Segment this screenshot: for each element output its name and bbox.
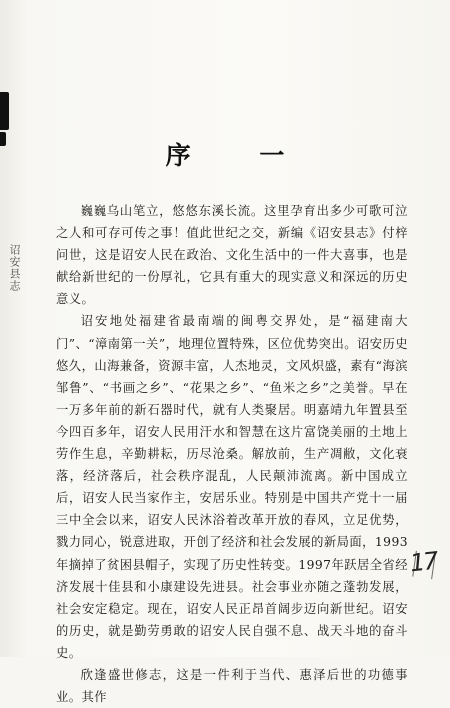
page-number: 17 bbox=[408, 546, 438, 578]
page-title: 序 一 bbox=[165, 141, 315, 170]
body-text bbox=[56, 200, 408, 708]
margin-handwritten-note: 诏安县志 bbox=[8, 244, 21, 292]
paragraph-3: 欣逢盛世修志，这是一件利于当代、惠泽后世的功德事业。其作 bbox=[56, 667, 408, 705]
binding-edge-mark bbox=[0, 92, 9, 130]
paragraph-1: 巍巍乌山笔立，悠悠东溪长流。这里孕育出多少可歌可泣之人和可存可传之事！值此世纪之交，新编《诏安县志》付梓问世，这是诏安人民在政治、文化生活中的一件大喜事，也是献给新世纪的一份厚礼，它具有重大的现实意义和深远的历史意义。 bbox=[56, 204, 408, 307]
paragraph-2: 诏安地处福建省最南端的闽粤交界处，是“福建南大门”、“漳南第一关”，地理位置特殊，区位优势突出。诏安历史悠久，山海兼备，资源丰富，人杰地灵，文风炽盛，素有“海滨邹鲁”、“书画之乡”、“花果之乡”、“鱼米之乡”之美誉。早在一万多年前的新石器时代，就有人类聚居。明嘉靖九年置县至今四百多年，诏安人民用汗水和智慧在这片富饶美丽的土地上劳作生息，辛勤耕耘，历尽沧桑。解放前，生产凋敝，文化衰落，经济落后，社会秩序混乱，人民颠沛流离。新中国成立后，诏安人民当家作主，安居乐业。特别是中国共产党十一届三中全会以来，诏安人民沐浴着改革开放的春风，立足优势，戮力同心，锐意进取，开创了经济和社会发展的新局面，1993年摘掉了贫困县帽子，实现了历史性转变。1997年跃居全省经济发展十佳县和小康建设先进县。社会事业亦随之蓬勃发展，社会安定稳定。现在，诏安人民正昂首阔步迈向新世纪。诏安的历史，就是勤劳勇敢的诏安人民自强不息、战天斗地的奋斗史。 bbox=[56, 314, 408, 660]
